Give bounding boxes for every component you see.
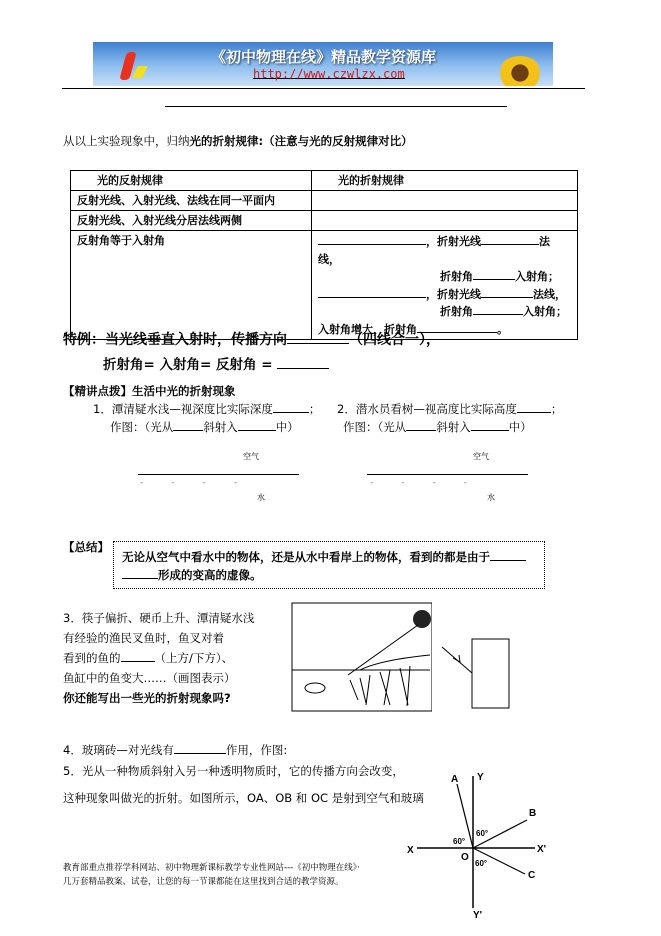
table-header: 光的折射规律 — [312, 171, 578, 191]
table-cell — [312, 211, 578, 231]
water-surface-line — [138, 474, 299, 475]
item-1: 1．潭清疑水浅—视深度比实际深度 ； — [93, 402, 321, 416]
air-label: 空气 — [473, 452, 489, 461]
table-cell: 反射光线、入射光线、法线在同一平面内 — [71, 191, 312, 211]
item-3-line: 鱼缸中的鱼变大……（画图表示） — [63, 671, 236, 685]
item-5-line: 5．光从一种物质斜射入另一种透明物质时，它的传播方向会改变， — [63, 764, 404, 778]
item-4: 4．玻璃砖—对光线有 作用，作图: — [63, 743, 288, 757]
angle-label: 60° — [475, 859, 488, 868]
item-3-line: 有经验的渔民叉鱼时，鱼叉对着 — [63, 631, 224, 645]
label-o: O — [461, 852, 469, 863]
label-y: Y — [477, 772, 484, 783]
label-a: A — [451, 774, 459, 785]
label-b: B — [529, 808, 537, 819]
water-dashes: ---- — [140, 478, 265, 488]
logo-accent-icon — [132, 66, 148, 78]
title-blank-line — [165, 106, 507, 107]
summary-text-1: 无论从空气中看水中的物体，还是从水中看岸上的物体，看到的都是由于 — [122, 549, 526, 565]
fishing-illustration — [290, 600, 530, 715]
item-3-line: 3．筷子偏折、硬币上升、潭清疑水浅 — [63, 611, 255, 625]
comparison-table — [70, 170, 578, 340]
item-1-draw: 作图：（光从 斜射入 中） — [110, 420, 299, 434]
footer-line: 教育部重点推荐学科网站、初中物理新课标教学专业性网站---《初中物理在线》· — [63, 863, 360, 873]
water-label: 水 — [487, 493, 495, 502]
angle-label: 60° — [476, 829, 489, 838]
air-label: 空气 — [243, 452, 259, 461]
refraction-rule-cell: ，折射光线 法线， 折射角 入射角； ，折射光线 法线， 折射角 入射角； 入射角增大，折射角 。 — [312, 231, 578, 340]
table-header: 光的反射规律 — [71, 171, 312, 191]
sunflower-icon — [498, 56, 542, 86]
item-5-line: 这种现象叫做光的折射。如图所示，OA、OB 和 OC 是射到空气和玻璃 — [63, 791, 424, 805]
item-2-draw: 作图：（光从 斜射入 中） — [343, 420, 532, 434]
label-y2: Y' — [473, 910, 483, 921]
summary-label: 【总结】 — [63, 540, 109, 554]
label-x: X — [407, 845, 414, 856]
header-divider — [62, 88, 585, 89]
footer-line: 几万套精品教案、试卷，让您的每一节课都能在这里找到合适的教学资源。 — [63, 877, 344, 887]
label-x2: X' — [537, 844, 547, 855]
angles-equal-line: 折射角= 入射角= 反射角 = — [103, 353, 329, 373]
item-3-question: 你还能写出一些光的折射现象吗? — [63, 691, 231, 705]
water-surface-line — [367, 474, 528, 475]
intro-text: 从以上实验现象中，归纳光的折射规律:（注意与光的反射规律对比） — [63, 134, 413, 148]
summary-text-2: 形成的变高的虚像。 — [122, 567, 262, 583]
special-case-line: 特例：当光线垂直入射时，传播方向 （四线合一）， — [63, 329, 440, 349]
item-3-line: 看到的鱼的 （上方/下方）、 — [63, 651, 234, 665]
water-dashes: ---- — [370, 478, 495, 488]
table-cell: 反射角等于入射角 — [71, 231, 312, 340]
water-label: 水 — [257, 493, 265, 502]
table-cell — [312, 191, 578, 211]
table-cell: 反射光线、入射光线分居法线两侧 — [71, 211, 312, 231]
angle-label: 60° — [453, 837, 466, 846]
refraction-axes-diagram — [405, 768, 575, 928]
section-title: 【精讲点拨】生活中光的折射现象 — [63, 384, 236, 398]
site-banner — [93, 42, 553, 86]
banner-title: 《初中物理在线》精品教学资源库 — [211, 48, 437, 66]
item-2: 2．潜水员看树—视高度比实际高度 ； — [337, 402, 563, 416]
label-c: C — [528, 870, 536, 881]
banner-url: http://www.czwlzx.com — [253, 67, 405, 81]
